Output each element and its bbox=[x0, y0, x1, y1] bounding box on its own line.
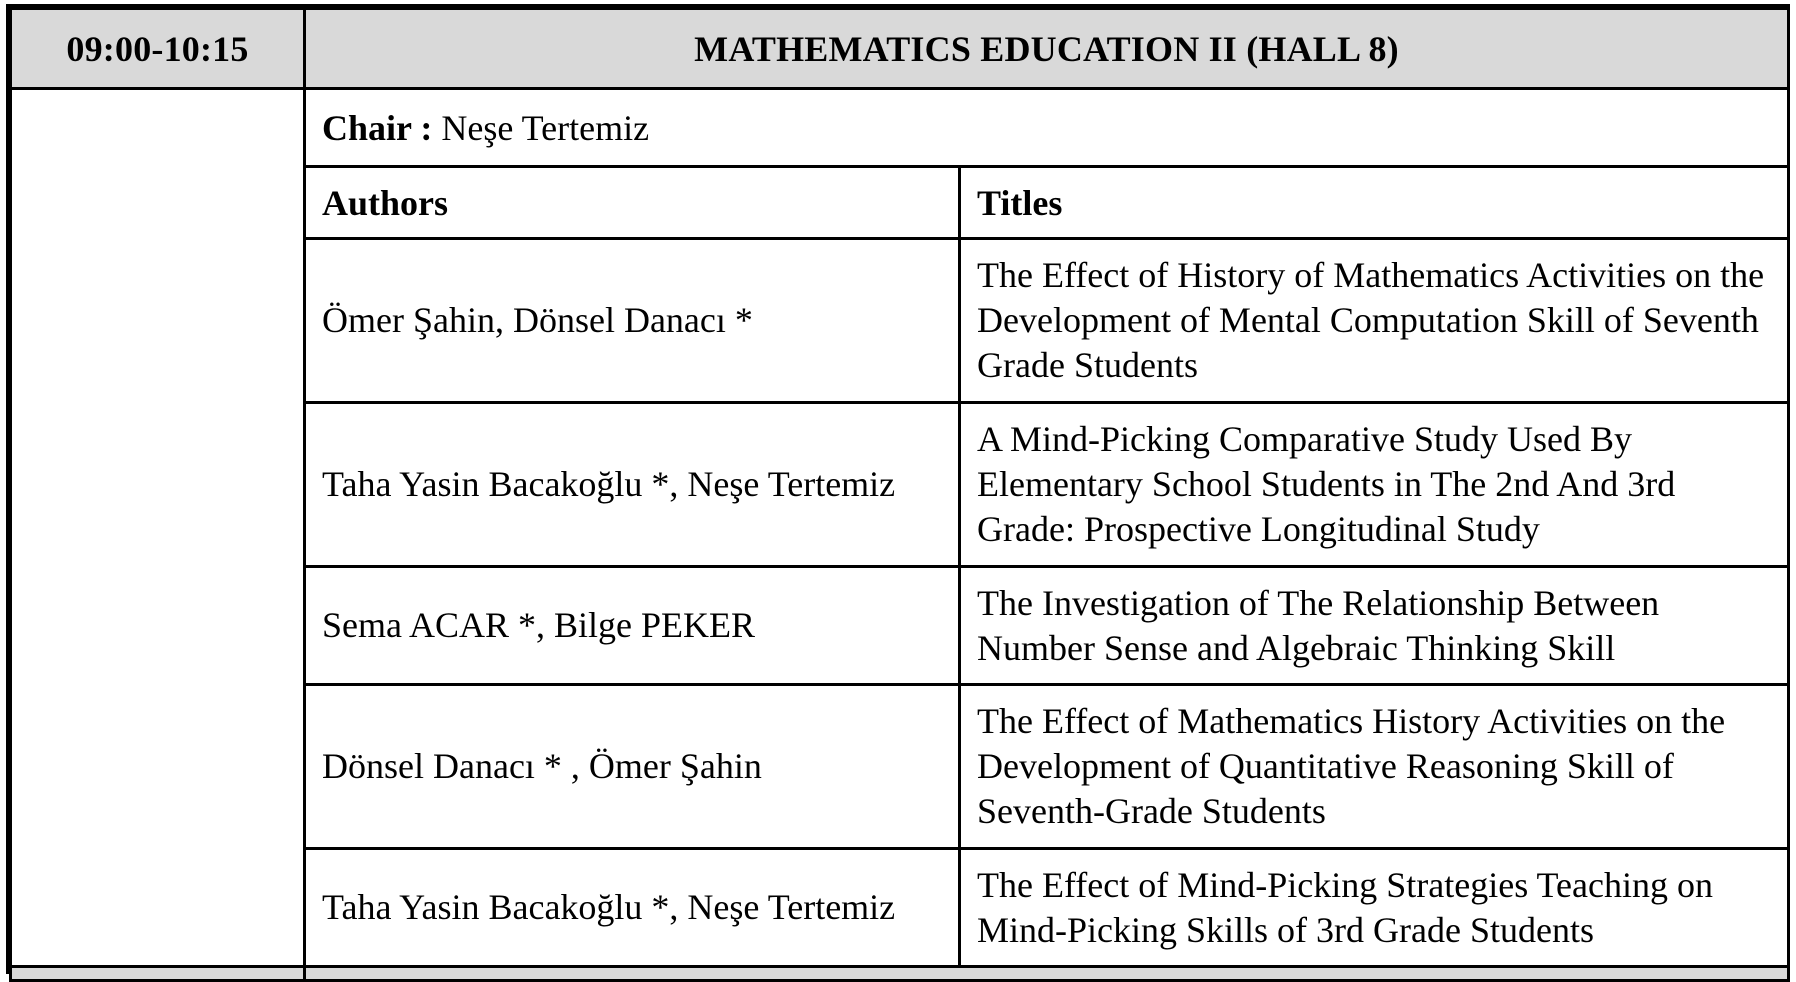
entry-authors: Sema ACAR *, Bilge PEKER bbox=[305, 567, 960, 685]
entry-authors: Taha Yasin Bacakoğlu *, Neşe Tertemiz bbox=[305, 403, 960, 567]
titles-header: Titles bbox=[960, 167, 1789, 239]
program-sheet bbox=[6, 4, 1790, 974]
entry-title: The Effect of Mind-Picking Strategies Teaching on Mind-Picking Skills of 3rd Grade Students bbox=[960, 849, 1789, 967]
time-column-blank bbox=[11, 89, 305, 967]
chair-row bbox=[11, 89, 1789, 167]
chair-label: Chair : bbox=[322, 107, 433, 148]
entry-title: The Effect of History of Mathematics Activities on the Development of Mental Computation Skill of Seventh Grade Students bbox=[960, 239, 1789, 403]
entry-title: A Mind-Picking Comparative Study Used By Elementary School Students in The 2nd And 3rd Grade: Prospective Longitudinal Study bbox=[960, 403, 1789, 567]
session-table bbox=[9, 7, 1790, 982]
entry-authors: Taha Yasin Bacakoğlu *, Neşe Tertemiz bbox=[305, 849, 960, 967]
chair-cell bbox=[305, 89, 1789, 167]
session-header-row bbox=[11, 9, 1789, 89]
chair-name: Neşe Tertemiz bbox=[441, 107, 650, 148]
session-time: 09:00-10:15 bbox=[11, 9, 305, 89]
entry-title: The Effect of Mathematics History Activities on the Development of Quantitative Reasoning Skill of Seventh-Grade Students bbox=[960, 685, 1789, 849]
entry-title: The Investigation of The Relationship Between Number Sense and Algebraic Thinking Skill bbox=[960, 567, 1789, 685]
session-title: MATHEMATICS EDUCATION II (HALL 8) bbox=[305, 9, 1789, 89]
entry-authors: Ömer Şahin, Dönsel Danacı * bbox=[305, 239, 960, 403]
entry-authors: Dönsel Danacı * , Ömer Şahin bbox=[305, 685, 960, 849]
authors-header: Authors bbox=[305, 167, 960, 239]
